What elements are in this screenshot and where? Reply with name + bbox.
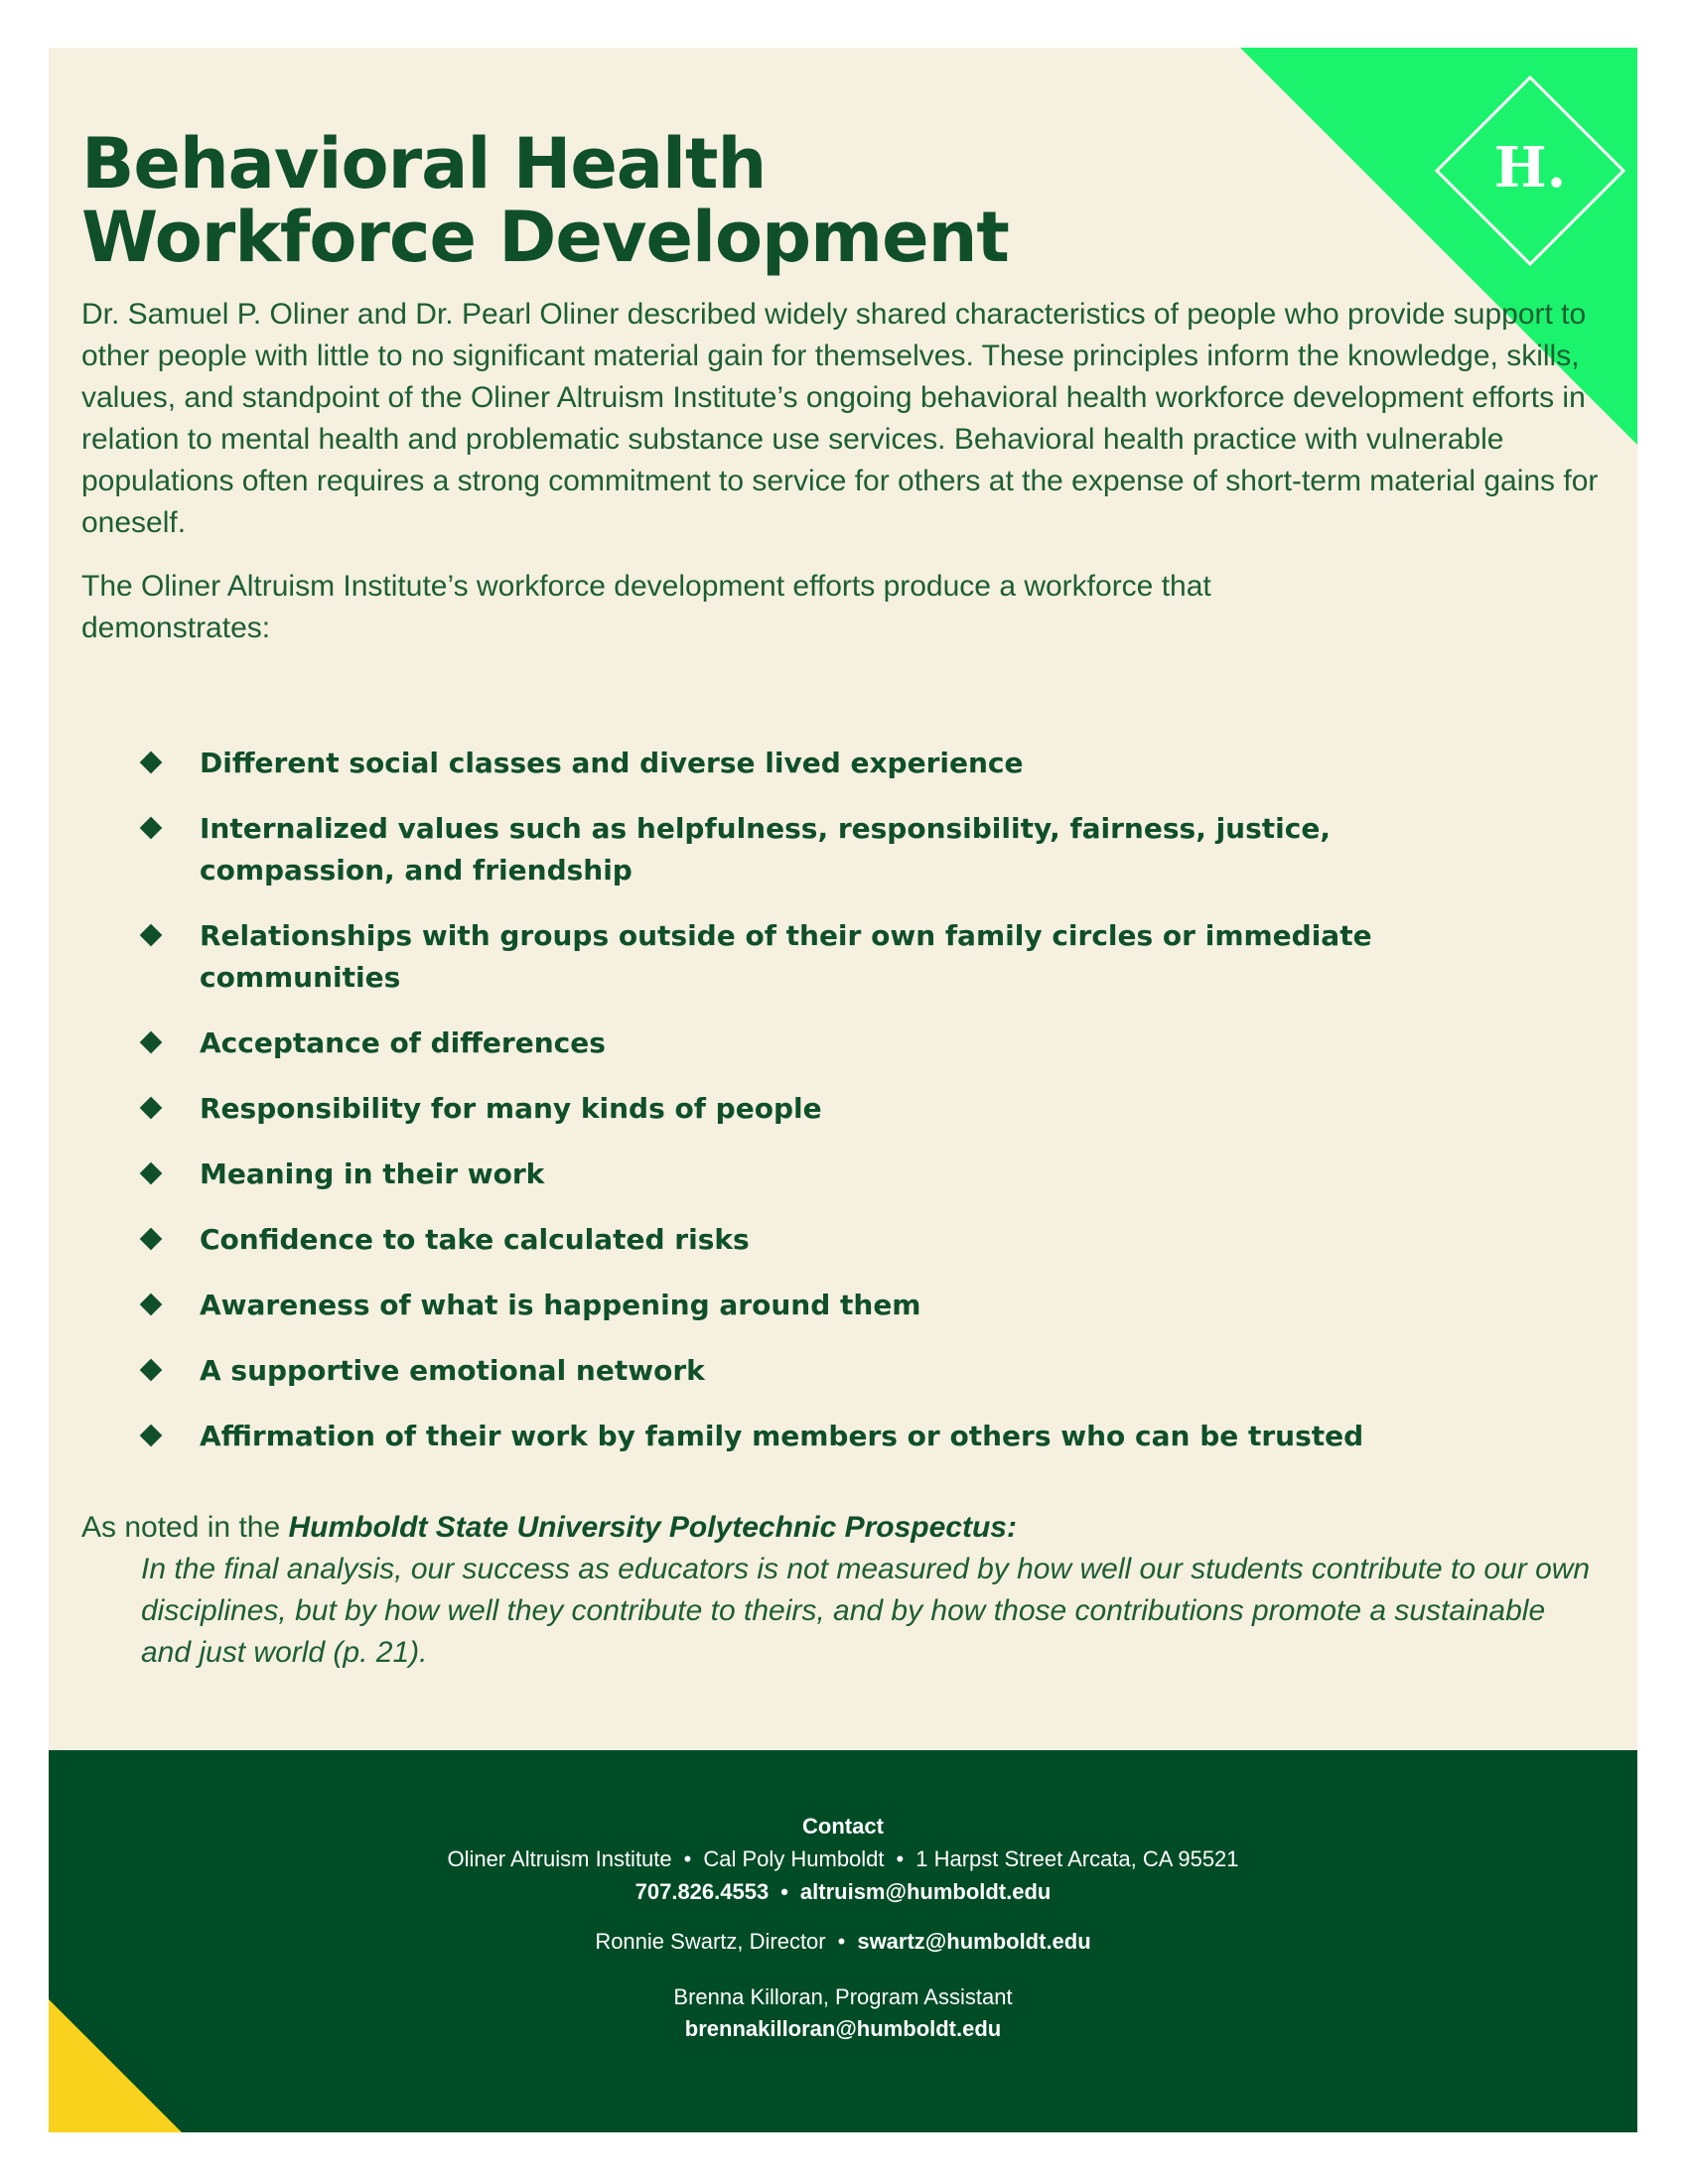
contact-address-line [49,1844,1637,1874]
diamond-bullet-icon [140,1031,163,1054]
prospectus-quote: In the final analysis, our success as educators is not measured by how well our students contribute to our own disciplines, but by how well they contribute to theirs, and by how those contributions promote a sustainable and just world (p. 21). [141,1553,1591,1669]
diamond-bullet-icon [140,1162,163,1185]
contact-university: Cal Poly Humboldt [703,1846,885,1871]
title-line-2: Workforce Development [81,197,1009,278]
contact-footer [49,1750,1637,2132]
director-email[interactable]: swartz@humboldt.edu [857,1929,1091,1954]
director-line [49,1927,1637,1957]
diamond-bullet-icon [140,751,163,774]
trait-text: Internalized values such as helpfulness, responsibility, fairness, justice, compassion, and friendship [200,812,1331,887]
assistant-email[interactable]: brennakilloran@humboldt.edu [684,2016,1002,2041]
diamond-bullet-icon [140,1425,163,1447]
trait-item [143,1023,1434,1064]
note-lead: As noted in the [81,1511,289,1544]
logo-letter: H. [1493,135,1567,201]
diamond-bullet-icon [140,1228,163,1251]
contact-email[interactable]: altruism@humboldt.edu [799,1879,1052,1904]
trait-text: Acceptance of differences [200,1026,606,1059]
diamond-bullet-icon [140,924,163,947]
trait-text: Responsibility for many kinds of people [200,1092,822,1125]
trait-item [143,1285,1434,1326]
diamond-bullet-icon [140,1097,163,1120]
diamond-bullet-icon [140,817,163,840]
trait-text: Confidence to take calculated risks [200,1223,750,1256]
note-source: Humboldt State University Polytechnic Prospectus: [288,1511,1017,1544]
trait-text: A supportive emotional network [200,1354,705,1387]
intro-paragraph: Dr. Samuel P. Oliner and Dr. Pearl Oliner described widely shared characteristics of people who provide support to other people with little to no significant material gain for themselves. These principles inform the knowledge, skills, values, and standpoint of the Oliner Altruism Institute’s ongoing behavioral health workforce development efforts in relation to mental health and problematic substance use services. Behavioral health practice with vulnerable populations often requires a strong commitment to service for others at the expense of short-term material gains for oneself. [81,298,1599,539]
trait-text: Relationships with groups outside of their own family circles or immediate communities [200,919,1372,994]
trait-item [143,808,1434,891]
assistant-name: Brenna Killoran, Program Assistant [673,1984,1013,2009]
humboldt-logo [1431,71,1629,270]
trait-text: Affirmation of their work by family members or others who can be trusted [200,1420,1364,1452]
trait-item [143,1219,1434,1261]
trait-text: Meaning in their work [200,1158,545,1190]
separator-bullet-icon: • [837,1929,846,1954]
contact-org: Oliner Altruism Institute [447,1846,672,1871]
diamond-bullet-icon [140,1359,163,1382]
contact-phone-line [49,1877,1637,1907]
title-line-1: Behavioral Health [81,123,767,205]
workforce-traits-list [143,743,1434,1481]
separator-bullet-icon: • [780,1879,788,1904]
trait-item [143,1350,1434,1392]
trait-item [143,1154,1434,1195]
diamond-bullet-icon [140,1294,163,1316]
director-name: Ronnie Swartz, Director [595,1929,826,1954]
trait-text: Different social classes and diverse lived experience [200,747,1024,779]
trait-text: Awareness of what is happening around them [200,1289,921,1321]
separator-bullet-icon: • [683,1846,692,1871]
flyer-page [49,48,1637,2132]
contact-heading: Contact [802,1814,884,1839]
trait-item [143,1088,1434,1130]
trait-item [143,915,1434,999]
trait-item [143,1416,1434,1457]
page-title [81,123,1009,278]
trait-item [143,743,1434,784]
contact-phone[interactable]: 707.826.4553 [634,1879,770,1904]
contact-address: 1 Harpst Street Arcata, CA 95521 [915,1846,1239,1871]
prospectus-note [81,1507,1017,1549]
separator-bullet-icon: • [896,1846,905,1871]
workforce-lead-paragraph: The Oliner Altruism Institute’s workforce development efforts produce a workforce that demonstrates: [81,570,1211,644]
